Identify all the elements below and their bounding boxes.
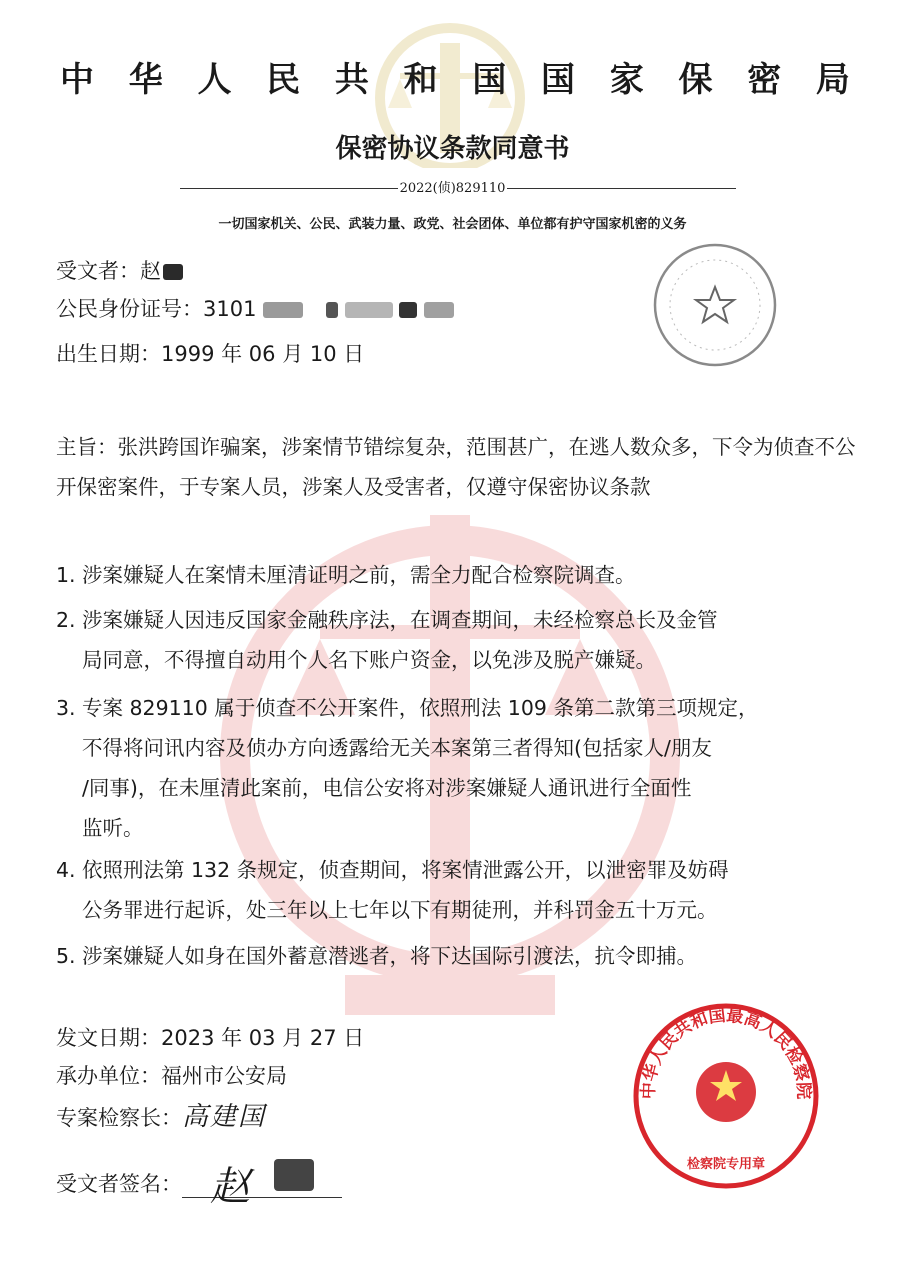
official-seal-icon xyxy=(630,1000,822,1192)
redaction-block xyxy=(399,302,417,318)
agency-char: 家 xyxy=(609,60,644,100)
agency-char: 人 xyxy=(197,60,232,100)
agency-char: 保 xyxy=(678,60,713,100)
birth-date-value: 1999 年 06 月 10 日 xyxy=(161,342,365,366)
redaction-block xyxy=(424,302,454,318)
seal-ring-text: 中华人民共和国最高人民检察院 xyxy=(638,1005,814,1100)
clause-line: 依照刑法第 132 条规定，侦查期间，将案情泄露公开，以泄密罪及妨碍 xyxy=(82,858,729,882)
birth-date-label: 出生日期： xyxy=(56,342,161,366)
clause-number: 2. xyxy=(56,608,76,632)
id-number-row xyxy=(56,293,454,323)
recipient-name-row xyxy=(56,255,183,285)
clause-line: 涉案嫌疑人如身在国外蓄意潜逃者，将下达国际引渡法，抗令即捕。 xyxy=(82,944,697,968)
recipient-name-value: 赵 xyxy=(140,259,161,283)
recipient-signature: 赵 xyxy=(210,1164,252,1210)
clause-line: 涉案嫌疑人在案情未厘清证明之前，需全力配合检察院调查。 xyxy=(82,563,636,587)
clause-number: 3. xyxy=(56,696,76,720)
prosecutor-signature: 高建国 xyxy=(182,1102,267,1132)
clause-line: /同事)，在未厘清此案前，电信公安将对涉案嫌疑人通讯进行全面性 xyxy=(82,776,692,800)
clause-line: 涉案嫌疑人因违反国家金融秩序法，在调查期间，未经检察总长及金管 xyxy=(82,608,718,632)
agency-char: 密 xyxy=(747,60,782,100)
agency-name xyxy=(60,52,850,101)
clause-line: 不得将问讯内容及侦办方向透露给无关本案第三者得知(包括家人/朋友 xyxy=(82,736,712,760)
handling-unit-row xyxy=(56,1060,287,1090)
clause-item xyxy=(56,688,866,848)
clause-line: 监听。 xyxy=(82,816,144,840)
handling-unit-label: 承办单位： xyxy=(56,1064,161,1088)
clause-item xyxy=(56,555,866,595)
clause-number: 5. xyxy=(56,944,76,968)
agency-char: 中 xyxy=(60,60,94,100)
clause-line: 公务罪进行起诉，处三年以上七年以下有期徒刑，并科罚金五十万元。 xyxy=(82,898,718,922)
prosecutor-row xyxy=(56,1096,266,1133)
redaction-block xyxy=(263,302,303,318)
birth-date-row xyxy=(56,338,364,368)
recipient-signature-label: 受文者签名： xyxy=(56,1172,182,1196)
redaction-block xyxy=(326,302,338,318)
clause-item xyxy=(56,600,866,680)
prosecutor-label: 专案检察长： xyxy=(56,1106,182,1130)
clause-line: 局同意，不得擅自动用个人名下账户资金，以免涉及脱产嫌疑。 xyxy=(82,648,656,672)
id-number-label: 公民身份证号： xyxy=(56,297,203,321)
issue-date-label: 发文日期： xyxy=(56,1026,161,1050)
redaction-block xyxy=(163,264,183,280)
intro-paragraph: 主旨：张洪跨国诈骗案，涉案情节错综复杂，范围甚广，在逃人数众多，下令为侦查不公开保密案件，于专案人员，涉案人及受害者，仅遵守保密协议条款 xyxy=(56,435,856,499)
document-title: 保密协议条款同意书 xyxy=(335,134,570,164)
issue-date-value: 2023 年 03 月 27 日 xyxy=(161,1026,365,1050)
agency-char: 局 xyxy=(815,60,850,100)
doc-number-text: 2022(侦)829110 xyxy=(399,181,506,196)
agency-char: 共 xyxy=(334,60,369,100)
doc-number xyxy=(0,177,905,196)
redaction-block xyxy=(274,1159,314,1191)
clause-item xyxy=(56,936,866,976)
agency-char: 国 xyxy=(472,60,507,100)
motto: 一切国家机关、公民、武装力量、政党、社会团体、单位都有护守国家机密的义务 xyxy=(218,217,687,232)
recipient-name-label: 受文者： xyxy=(56,259,140,283)
handling-unit-value: 福州市公安局 xyxy=(161,1064,287,1088)
clause-item xyxy=(56,850,866,930)
redaction-block xyxy=(345,302,393,318)
clause-line: 专案 829110 属于侦查不公开案件，依照刑法 109 条第二款第三项规定， xyxy=(82,696,759,720)
agency-char: 华 xyxy=(128,60,163,100)
clause-number: 4. xyxy=(56,858,76,882)
agency-char: 国 xyxy=(541,60,576,100)
id-number-value: 3101 xyxy=(203,297,257,321)
agency-char: 民 xyxy=(266,60,301,100)
clause-number: 1. xyxy=(56,563,76,587)
agency-char: 和 xyxy=(403,60,438,100)
seal-bottom-text: 检察院专用章 xyxy=(686,1157,766,1172)
signature-line xyxy=(182,1164,342,1210)
recipient-signature-row xyxy=(56,1164,342,1210)
gray-seal-icon xyxy=(650,240,780,370)
issue-date-row xyxy=(56,1022,364,1052)
